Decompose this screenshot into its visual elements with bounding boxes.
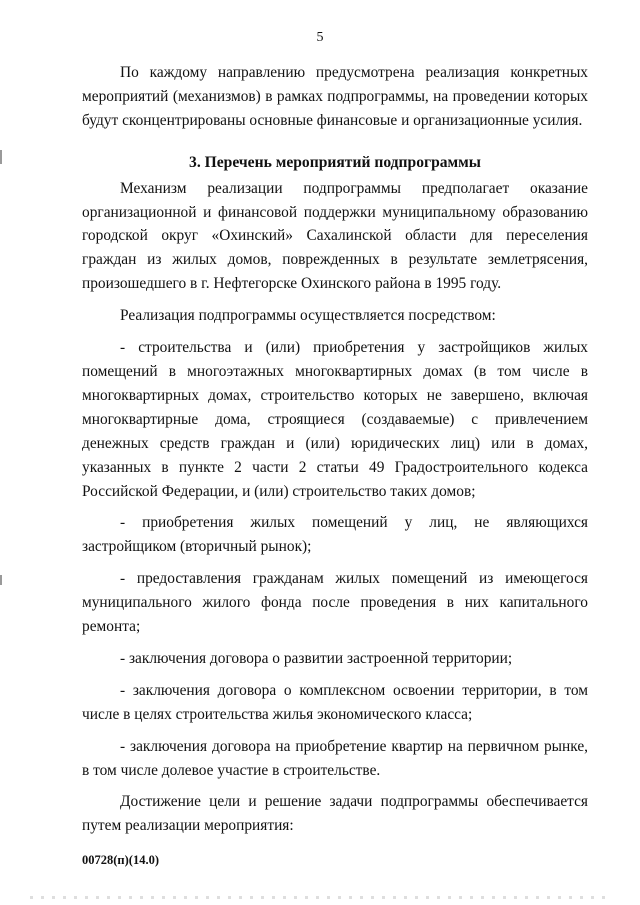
scan-margin-mark xyxy=(0,150,2,164)
list-item: - приобретения жилых помещений у лиц, не являющихся застройщиком (вторичный рынок); xyxy=(82,514,588,556)
page-number: 5 xyxy=(316,30,324,45)
section-heading: 3. Перечень мероприятий подпрограммы xyxy=(189,153,481,171)
implementation-intro: Реализация подпрограммы осуществляется посредством: xyxy=(120,307,496,325)
mechanism-paragraph: Механизм реализации подпрограммы предполагает оказание организационной и финансовой поддержки муниципальному образованию городской округ «Охинский» Сахалинской области для переселения граждан из жилых домов, поврежденных в результате землетрясения, произошедшего в г. Нефтегорске Охинского района в 1995 году. xyxy=(82,179,588,293)
scan-margin-mark xyxy=(0,575,2,585)
goal-paragraph: Достижение цели и решение задачи подпрограммы обеспечивается путем реализации мероприятия: xyxy=(82,793,588,835)
list-item: - заключения договора на приобретение квартир на первичном рынке, в том числе долевое участие в строительстве. xyxy=(82,737,588,779)
scan-noise xyxy=(30,896,610,899)
list-item: - предоставления гражданам жилых помещений из имеющегося муниципального жилого фонда после проведения в них капитального ремонта; xyxy=(82,570,588,636)
list-item: - заключения договора о развитии застроенной территории; xyxy=(120,649,513,667)
list-item: - строительства и (или) приобретения у застройщиков жилых помещений в многоэтажных многоквартирных домах (в том числе в многоквартирных домах, строительство которых не завершено, включая многоквартирные дома, строящиеся (создаваемые) с привлечением денежных средств граждан и (или) юридических лиц) или в домах, указанных в пункте 2 части 2 статьи 49 Градостроительного кодекса Российской Федерации, и (или) строительство таких домов; xyxy=(82,339,588,500)
intro-paragraph: По каждому направлению предусмотрена реализация конкретных мероприятий (механизмов) в рамках подпрограммы, на проведении которых будут сконцентрированы основные финансовые и организационные усилия. xyxy=(82,64,588,129)
list-item: - заключения договора о комплексном освоении территории, в том числе в целях строительства жилья экономического класса; xyxy=(82,681,588,723)
document-body xyxy=(82,61,588,846)
document-code: 00728(п)(14.0) xyxy=(82,853,159,867)
